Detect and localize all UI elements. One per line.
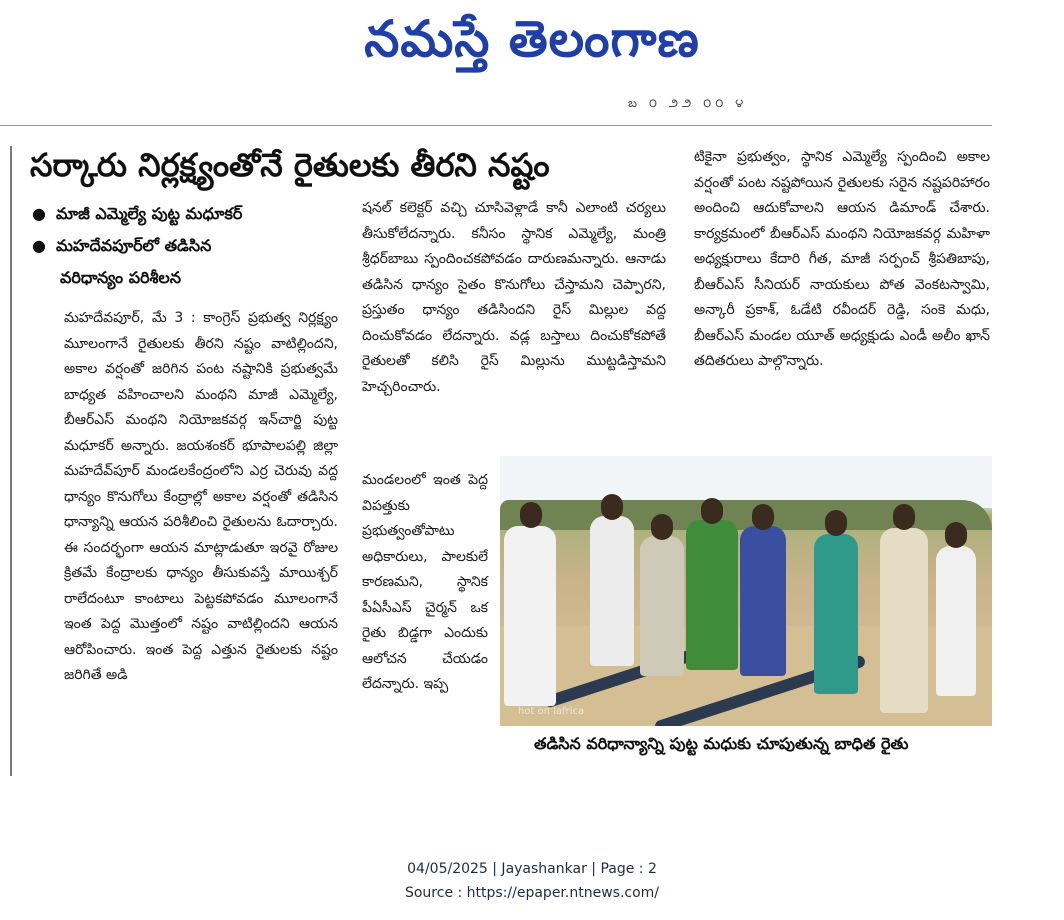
photo-person-head (752, 504, 774, 530)
article-column-2 (362, 196, 666, 400)
photo-person-head (601, 494, 623, 520)
article-column-1 (64, 306, 338, 689)
photo-person (740, 526, 786, 676)
highlight-item (32, 198, 352, 230)
column-text: షనల్ కలెక్టర్ వచ్చి చూసివెళ్లాడే కానీ ఎలాంటి చర్యలు తీసుకోలేదన్నారు. కనీసం స్థానిక ఎమ్మెల్యే, మంత్రి శ్రీధర్‌బాబు స్పందించకపోవడం దారుణమన్నారు. ఆనాడు తడిసిన ధాన్యం సైతం కొనుగోలు చేస్తామని చెప్పారని, ప్రస్తుతం ధాన్యం తడిసిందని రైస్ మిల్లుల వద్ద దించుకోవడం లేదన్నారు. వడ్ల బస్తాలు దించుకోకపోతే రైతులతో కలిసి రైస్ మిల్లును ముట్టడిస్తామని హెచ్చరించారు. (362, 200, 666, 395)
column-text: టికైనా ప్రభుత్వం, స్థానిక ఎమ్మెల్యే స్పందించి అకాల వర్షంతో పంట నష్టపోయిన రైతులకు సరైన నష్టపరిహారం అందించి ఆదుకోవాలని ఆయన డిమాండ్ చేశారు. కార్యక్రమంలో బీఆర్‌ఎస్ మంథని నియోజకవర్గ మహిళా అధ్యక్షురాలు కేదారి గీత, మాజీ సర్పంచ్ శ్రీపతిబాపు, బీఆర్‌ఎస్ సీనియర్ నాయకులు పోత వెంకటస్వామి, అన్కారీ ప్రకాశ్, ఓడేటి రవీందర్ రెడ్డి, సంకె మధు, బీఆర్‌ఎస్ మండల యూత్ అధ్యక్షుడు ఎండీ అలీం ఖాన్ తదితరులు పాల్గొన్నారు. (694, 149, 990, 369)
column-text: మహదేవపూర్, మే 3 : కాంగ్రెస్ ప్రభుత్వ నిర్లక్ష్యం మూలంగానే రైతులకు తీరని నష్టం వాటిల్లిందని, అకాల వర్షంతో జరిగిన పంట నష్టానికి ప్రభుత్వమే బాధ్యత వహించాలని మంథని మాజీ ఎమ్మెల్యే, బీఆర్‌ఎస్ మంథని నియోజకవర్గ ఇన్‌చార్జి పుట్ట మధూకర్ అన్నారు. జయశంకర్ భూపాలపల్లి జిల్లా మహదేవ్‌పూర్ మండలకేంద్రంలోని ఎర్ర చెరువు వద్ద ధాన్యం కొనుగోలు కేంద్రాల్లో అకాల వర్షంతో తడిసిన ధాన్యాన్ని ఆయన పరిశీలించి రైతులను ఓదార్చారు. ఈ సందర్భంగా ఆయన మాట్లాడుతూ ఇరవై రోజుల క్రితమే కేంద్రాలకు ధాన్యం తీసుకువస్తే మాయిశ్చర్ రాలేదంటూ కాంటాలు పెట్టకపోవడం మూలంగానే ఇంత పెద్ద మొత్తంలో నష్టం వాటిల్లిందని ఆయన ఆరోపించారు. ఇంత పెద్ద ఎత్తున రైతులకు నష్టం జరిగితే అడి (64, 310, 338, 683)
highlight-item (32, 230, 352, 262)
photo-person-head (520, 502, 542, 528)
page-footer (0, 857, 1064, 905)
highlight-text: మహదేవపూర్‌లో తడిసిన (56, 236, 212, 255)
photo-caption: తడిసిన వరిధాన్యాన్ని పుట్ట మధుకు చూపుతున్న బాధిత రైతు (534, 734, 909, 753)
photo-person-head (651, 514, 673, 540)
photo-watermark: hot on lafrica (518, 706, 585, 717)
article-left-border (10, 146, 12, 776)
photo-person (590, 516, 634, 666)
photo-person-head (945, 522, 967, 548)
photo-person (504, 526, 556, 706)
bullet-icon: ● (32, 236, 46, 255)
photo-person (880, 528, 928, 713)
column-text: మండలంలో ఇంత పెద్ద విపత్తుకు ప్రభుత్వంతోపాటు అధికారులు, పాలకులే కారణమని, స్థానిక పీఏసీఎస్ చైర్మన్ ఒక రైతు బిడ్డగా ఎందుకు ఆలోచన చేయడం లేదన్నారు. ఇప్ప (362, 472, 488, 692)
bullet-icon: ● (32, 204, 46, 223)
article-photo (500, 456, 992, 726)
footer-edition-info: 04/05/2025 | Jayashankar | Page : 2 (407, 861, 657, 877)
article-highlights (32, 198, 352, 294)
edition-dateline: బ ౦ ౨౨ ౦౦ ౪ (628, 96, 748, 110)
highlight-text: వరిధాన్యం పరిశీలన (60, 268, 181, 287)
photo-person (686, 520, 738, 670)
article-column-3 (694, 145, 990, 375)
highlight-item-continuation (32, 262, 352, 294)
photo-person-head (893, 504, 915, 530)
photo-person (640, 536, 684, 676)
footer-source: Source : https://epaper.ntnews.com/ (404, 885, 660, 901)
photo-person-head (825, 510, 847, 536)
highlight-text: మాజీ ఎమ్మెల్యే పుట్ట మధూకర్ (56, 204, 243, 223)
newspaper-masthead: నమస్తే తెలంగాణ (364, 10, 700, 68)
photo-person (936, 546, 976, 696)
photo-person-head (701, 498, 723, 524)
article-column-2-lower (362, 468, 488, 698)
photo-person (814, 534, 858, 694)
masthead-divider (0, 125, 992, 126)
photo-treeline (500, 500, 992, 530)
article-headline: సర్కారు నిర్లక్ష్యంతోనే రైతులకు తీరని నష్టం (30, 146, 550, 184)
